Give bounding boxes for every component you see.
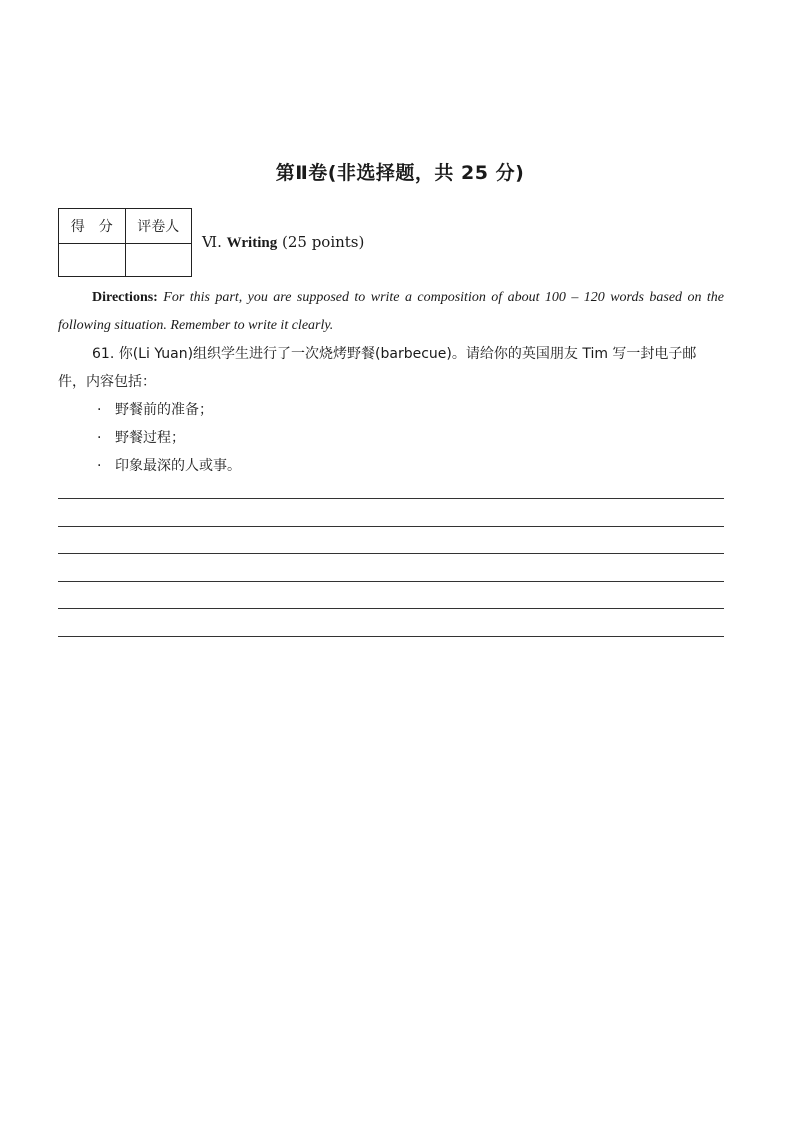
bullet-icon: · xyxy=(97,458,102,474)
directions xyxy=(58,284,724,340)
section-heading xyxy=(202,233,364,252)
grader-field[interactable] xyxy=(125,244,192,277)
section-number: Ⅵ. xyxy=(202,233,222,251)
list-item xyxy=(97,424,241,452)
content-requirements xyxy=(97,396,241,480)
answer-line[interactable] xyxy=(58,553,724,581)
question-61: 61. 你(Li Yuan)组织学生进行了一次烧烤野餐(barbecue)。请给你的英国朋友 Tim 写一封电子邮件，内容包括： xyxy=(58,346,697,390)
answer-line[interactable] xyxy=(58,581,724,609)
answer-line[interactable] xyxy=(58,498,724,526)
directions-text: For this part, you are supposed to write a composition of about 100 – 120 words based on the following situation. Remember to write it clearly. xyxy=(58,290,724,333)
section-name: Writing xyxy=(226,235,278,251)
bullet-text: 印象最深的人或事。 xyxy=(115,458,241,474)
answer-area[interactable] xyxy=(58,498,724,664)
answer-line[interactable] xyxy=(58,526,724,554)
answer-line[interactable] xyxy=(58,636,724,664)
bullet-icon: · xyxy=(97,402,102,418)
bullet-text: 野餐前的准备； xyxy=(115,402,213,418)
grader-label: 评卷人 xyxy=(125,209,192,244)
directions-label: Directions: xyxy=(92,290,158,305)
answer-line[interactable] xyxy=(58,608,724,636)
bullet-text: 野餐过程； xyxy=(115,430,185,446)
score-field[interactable] xyxy=(59,244,126,277)
section-points: (25 points) xyxy=(281,233,365,251)
list-item xyxy=(97,452,241,480)
list-item xyxy=(97,396,241,424)
score-box xyxy=(58,208,192,277)
score-label: 得 分 xyxy=(59,209,126,244)
bullet-icon: · xyxy=(97,430,102,446)
page-title: 第Ⅱ卷(非选择题，共 25 分) xyxy=(275,162,525,184)
